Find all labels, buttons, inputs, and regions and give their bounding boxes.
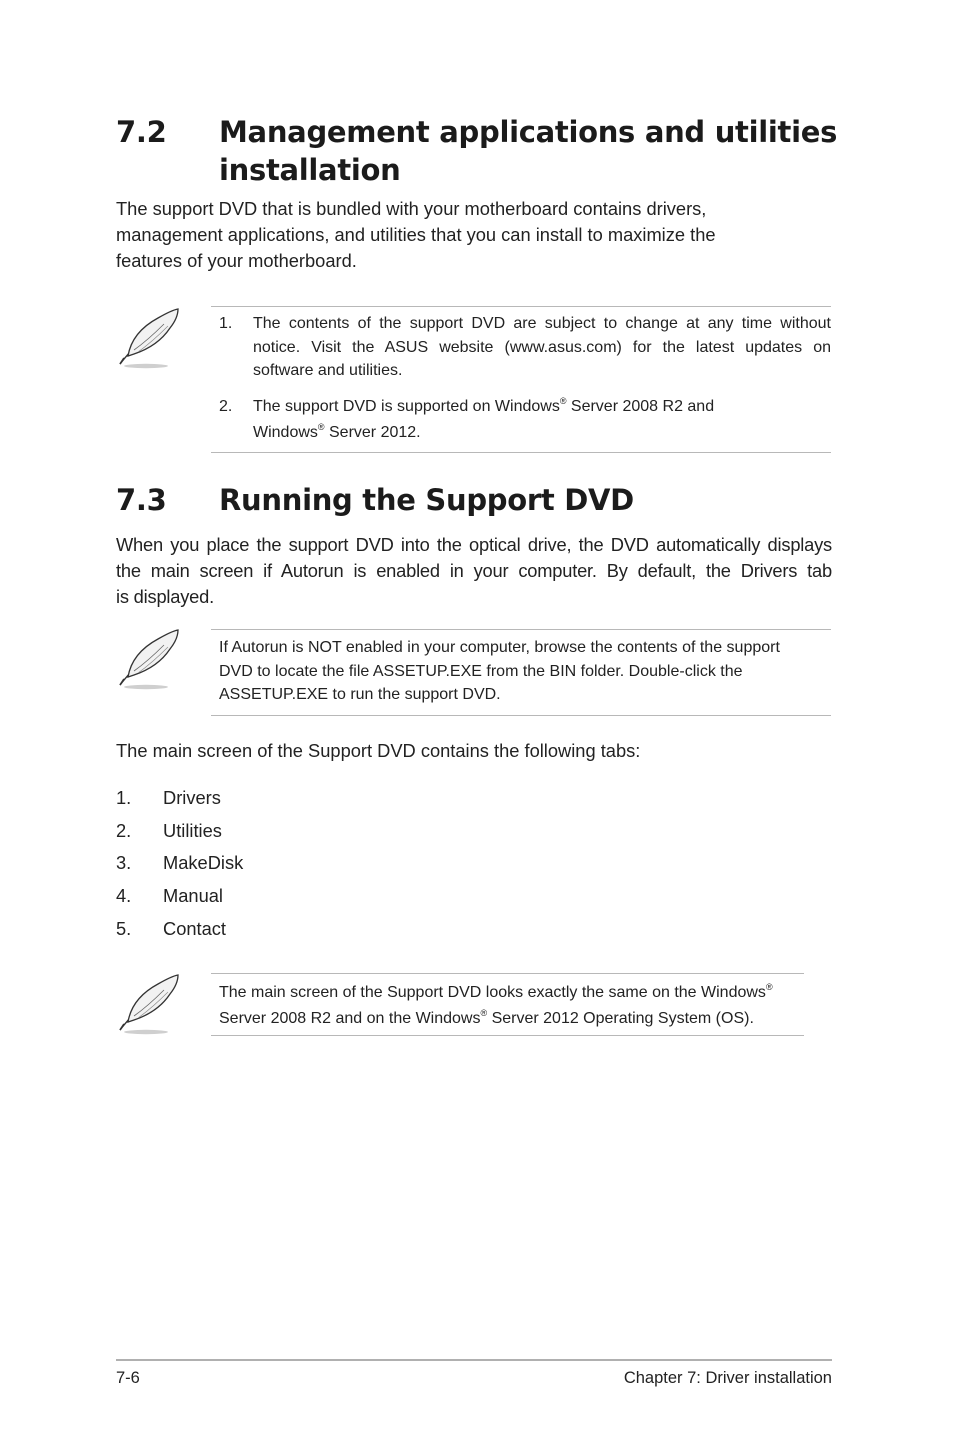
section-7-2-heading <box>116 113 866 193</box>
section-title: Running the Support DVD <box>219 483 634 517</box>
chapter-title: Chapter 7: Driver installation <box>623 1369 832 1387</box>
section-7-2-intro: The support DVD that is bundled with your motherboard contains drivers, management applications, and utilities that you can install to maximize the features of your motherboard. <box>116 198 716 271</box>
page-number: 7-6 <box>116 1369 140 1387</box>
tabs-intro: The main screen of the Support DVD contains the following tabs: <box>116 740 641 761</box>
note-autorun: If Autorun is NOT enabled in your computer, browse the contents of the support DVD to locate the file ASSETUP.EXE from the BIN folder. Double-click the ASSETUP.EXE to run the support DVD. <box>219 639 780 703</box>
note-bottom-rule <box>211 452 831 453</box>
section-number: 7.2 <box>116 115 167 149</box>
note-top-rule <box>211 973 804 974</box>
feather-pen-icon <box>112 627 184 691</box>
note-windows: The main screen of the Support DVD looks exactly the same on the Windows® Server 2008 R2 and on the Windows® Server 2012 Operating System (OS). <box>219 982 773 1027</box>
note-top-rule <box>211 629 831 630</box>
feather-pen-icon <box>112 306 184 370</box>
note-bottom-rule <box>211 715 831 716</box>
section-7-3-intro: When you place the support DVD into the optical drive, the DVD automatically displays the main screen if Autorun is enabled in your computer. By default, the Drivers tab is displayed. <box>116 534 832 607</box>
feather-pen-icon <box>112 972 184 1036</box>
note-bottom-rule <box>211 1035 804 1036</box>
section-7-3-heading <box>116 481 866 521</box>
section-title: Management applications and utilities installation <box>219 115 838 187</box>
note-7-2: 1. The contents of the support DVD are subject to change at any time without notice. Visit the ASUS website (www.asus.com) for the latest updates on software and utilities. 2. The support DVD is supported on Windows® Server 2008 R2 and Windows® Server 2012. <box>219 315 831 441</box>
section-number: 7.3 <box>116 483 167 517</box>
note-top-rule <box>211 306 831 307</box>
tabs-list: 1. Drivers 2. Utilities 3. MakeDisk 4. Manual 5. Contact <box>116 787 244 939</box>
footer-rule <box>116 1359 832 1361</box>
